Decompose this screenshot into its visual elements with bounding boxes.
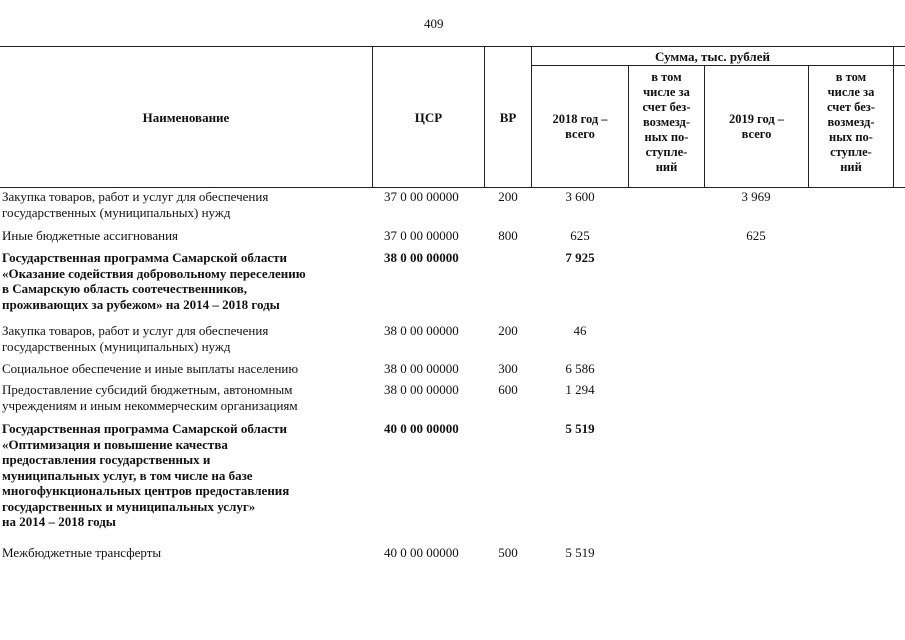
row-csr: 37 0 00 00000 — [384, 189, 459, 204]
row-name-line: государственных (муниципальных) нужд — [2, 204, 231, 220]
row-total-2019: 3 969 — [741, 189, 771, 204]
row-total-2018: 5 519 — [565, 421, 595, 436]
row-total-2018: 6 586 — [565, 361, 595, 376]
header-free-2019-line-5: ных по- — [829, 130, 873, 144]
sum-group-divider — [531, 65, 905, 66]
header-free-2019-line-2: числе за — [827, 85, 875, 99]
row-csr: 38 0 00 00000 — [384, 361, 459, 376]
col-divider-right — [893, 46, 894, 188]
row-name-line: в Самарскую область соотечественников, — [2, 281, 248, 296]
header-free-2019 — [809, 70, 893, 175]
header-total-2019 — [705, 112, 808, 142]
row-total-2018: 625 — [570, 228, 590, 243]
row-name-line: муниципальных услуг, в том числе на базе — [2, 467, 253, 483]
row-vr: 500 — [498, 545, 518, 560]
header-csr: ЦСР — [414, 109, 443, 125]
row-name-line: «Оптимизация и повышение качества — [2, 436, 228, 452]
header-total-2018-line-1: 2018 год – — [552, 112, 608, 126]
row-name-line: Иные бюджетные ассигнования — [2, 228, 179, 243]
row-name-line: на 2014 – 2018 годы — [2, 514, 116, 529]
row-name — [2, 323, 367, 354]
row-vr: 600 — [498, 382, 518, 397]
header-free-2018-line-7: ний — [655, 160, 678, 174]
header-free-2018-line-3: счет без- — [642, 100, 691, 114]
header-free-2018 — [629, 70, 704, 175]
header-free-2019-line-7: ний — [840, 160, 862, 174]
row-name-line: Социальное обеспечение и иные выплаты населению — [2, 361, 299, 376]
header-name: Наименование — [142, 109, 230, 125]
header-bottom-border — [0, 187, 905, 188]
row-name — [2, 421, 367, 530]
row-name-line: предоставления государственных и — [2, 452, 211, 467]
header-free-2018-line-1: в том — [651, 70, 682, 84]
row-vr: 200 — [498, 323, 518, 338]
header-free-2018-line-4: возмезд- — [642, 115, 691, 129]
header-vr: ВР — [499, 109, 517, 125]
row-csr: 40 0 00 00000 — [384, 545, 459, 560]
header-total-2018 — [532, 112, 628, 142]
row-name-line: учреждениям и иным некоммерческим организациям — [2, 397, 298, 413]
row-name-line: Предоставление субсидий бюджетным, автономным — [2, 382, 293, 397]
row-csr: 38 0 00 00000 — [384, 382, 459, 397]
row-name-line: Межбюджетные трансферты — [2, 545, 162, 560]
header-free-2019-line-3: счет без- — [827, 100, 875, 114]
header-free-2019-line-6: ступле- — [830, 145, 872, 159]
row-csr: 37 0 00 00000 — [384, 228, 459, 243]
row-name-line: многофункциональных центров предоставления — [2, 483, 290, 498]
row-total-2018: 7 925 — [565, 250, 595, 265]
header-total-2018-line-2: всего — [565, 127, 595, 141]
row-name-line: государственных и муниципальных услуг» — [2, 498, 256, 514]
row-name-line: Государственная программа Самарской области — [2, 421, 287, 436]
row-total-2018: 3 600 — [565, 189, 595, 204]
row-name-line: Закупка товаров, работ и услуг для обеспечения — [2, 323, 269, 338]
header-free-2019-line-1: в том — [835, 70, 867, 84]
row-vr: 300 — [498, 361, 518, 376]
header-free-2018-line-2: числе за — [643, 85, 690, 99]
row-name — [2, 189, 367, 220]
row-name — [2, 228, 367, 244]
row-name — [2, 361, 367, 377]
row-vr: 800 — [498, 228, 518, 243]
row-csr: 40 0 00 00000 — [384, 421, 459, 436]
header-free-2018-line-5: ных по- — [644, 130, 689, 144]
row-name-line: государственных (муниципальных) нужд — [2, 338, 231, 354]
row-name-line: Закупка товаров, работ и услуг для обеспечения — [2, 189, 269, 204]
row-name-line: «Оказание содействия добровольному переселению — [2, 265, 306, 281]
row-vr: 200 — [498, 189, 518, 204]
row-csr: 38 0 00 00000 — [384, 323, 459, 338]
header-total-2019-line-2: всего — [741, 127, 772, 141]
row-total-2018: 5 519 — [565, 545, 595, 560]
header-free-2018-line-6: ступле- — [645, 145, 688, 159]
header-sum-group: Сумма, тыс. рублей — [655, 48, 770, 64]
header-free-2019-line-4: возмезд- — [827, 115, 875, 129]
row-name — [2, 382, 367, 413]
row-name-line: проживающих за рубежом» на 2014 – 2018 годы — [2, 296, 280, 312]
row-total-2018: 46 — [573, 323, 587, 338]
header-total-2019-line-1: 2019 год – — [728, 112, 785, 126]
page-number: 409 — [424, 16, 444, 31]
row-csr: 38 0 00 00000 — [384, 250, 459, 265]
row-name — [2, 545, 367, 561]
row-total-2019: 625 — [746, 228, 766, 243]
row-total-2018: 1 294 — [565, 382, 595, 397]
row-name — [2, 250, 367, 312]
row-name-line: Государственная программа Самарской области — [2, 250, 287, 265]
